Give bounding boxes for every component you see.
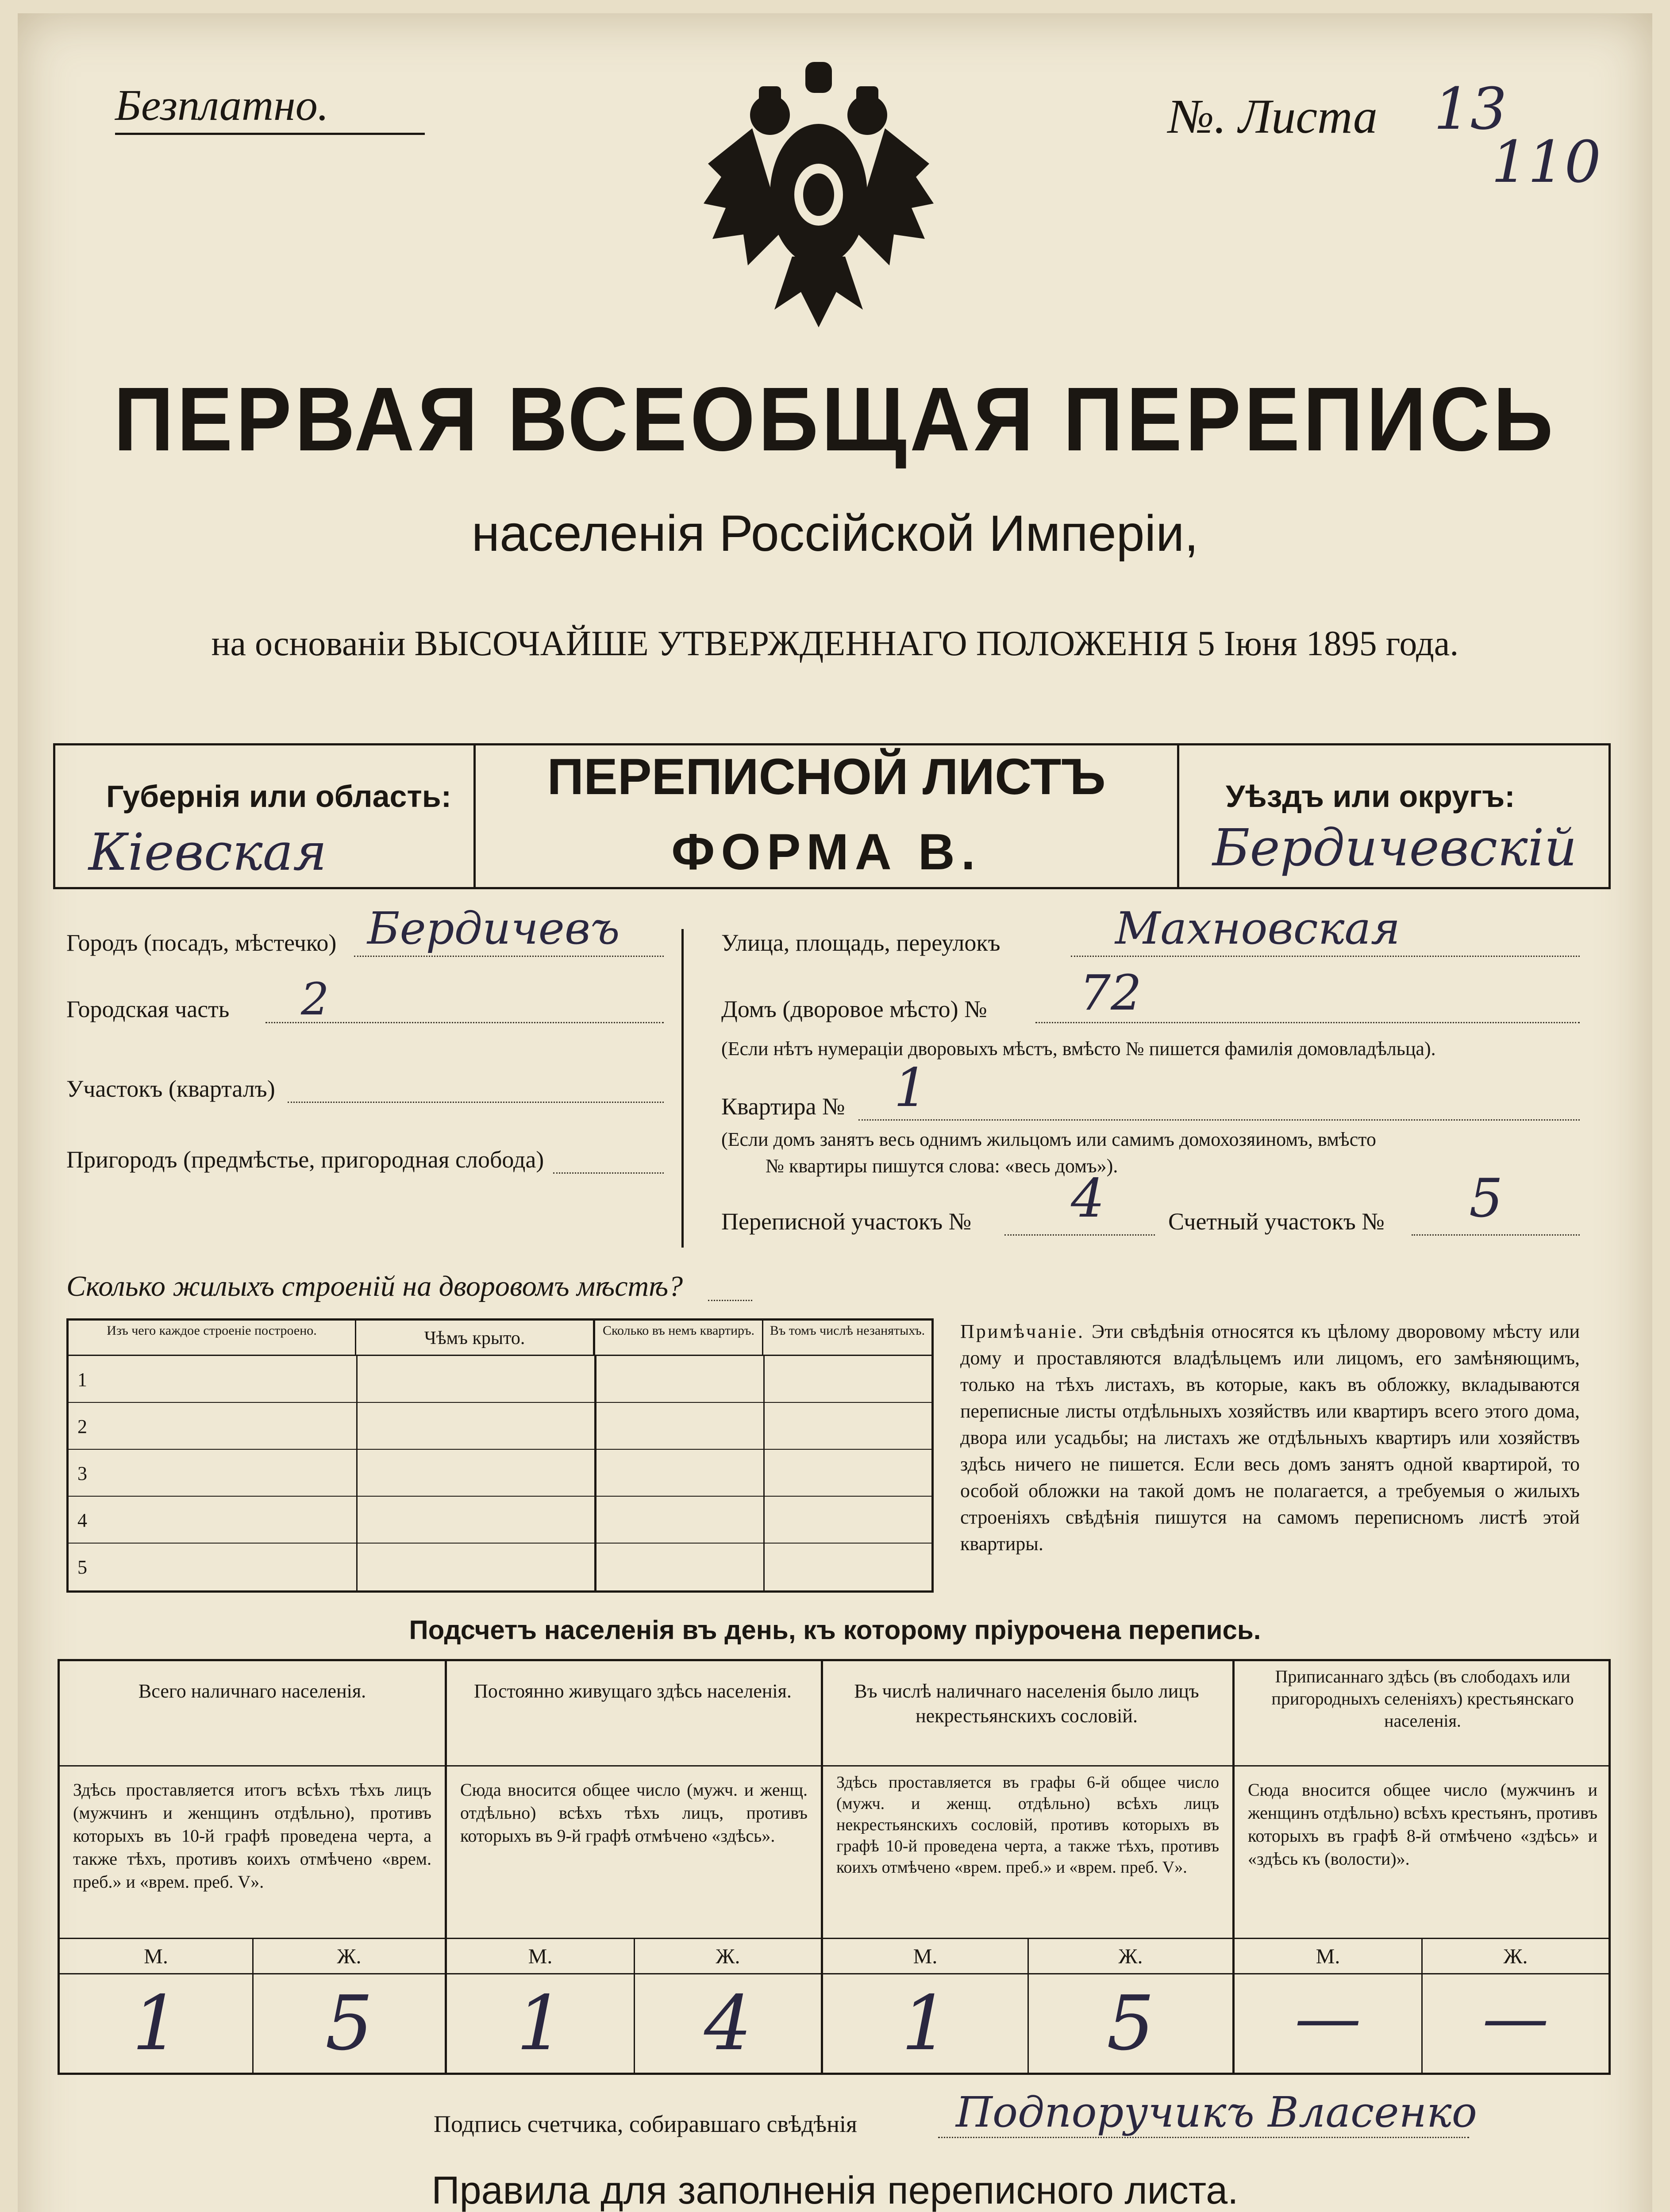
divider (60, 1765, 1608, 1767)
population-value: 1 (901, 1980, 950, 2067)
ulitsa-label: Улица, площадь, переулокъ (721, 929, 1000, 956)
buildings-note-text: Эти свѣдѣнія относятся къ цѣлому дворовому мѣсту или дому и проставляются владѣльцемъ или лицомъ, его замѣняющимъ, только на тѣхъ листахъ, въ которые, какъ въ обложку, вкладываются переписные листы отдѣльныхъ хозяйствъ или квартиръ всего этого дома, двора или усадьбы; на листахъ же отдѣльныхъ квартиръ или хозяйствъ здѣсь ничего не пишется. Если весь домъ занятъ одной квартирой, то особой обложки на такой домъ не полагается, а требуемыя о жилыхъ строеніяхъ свѣдѣнія пишутся на самомъ переписномъ листѣ этой квартиры. (960, 1321, 1580, 1555)
uezd-value: Бердичевскій (1212, 818, 1577, 878)
population-m-label: М. (913, 1945, 938, 1968)
buildings-row-number: 1 (77, 1369, 87, 1390)
header-rule-bottom (53, 887, 1611, 889)
population-col-desc: Здѣсь проставляется итогъ всѣхъ тѣхъ лицъ (мужчинъ и женщинъ отдѣльно), противъ которыхъ въ 10-й графѣ проведена черта, а также тѣхъ, противъ коихъ отмѣчено «врем. преб.» и «врем. преб. V». (73, 1780, 431, 1892)
population-col-desc: Сюда вносится общее число (мужч. и женщ. отдѣльно) всѣхъ тѣхъ лицъ, противъ которыхъ въ 9-й графѣ отмѣчено «здѣсь». (460, 1780, 808, 1846)
free-label-underline (115, 133, 425, 135)
buildings-row-number: 3 (77, 1463, 87, 1484)
population-col-head: Постоянно живущаго здѣсь населенія. (474, 1680, 792, 1702)
buildings-row (69, 1403, 931, 1450)
population-value: 5 (1106, 1980, 1155, 2067)
kvartira-note-2: № квартиры пишутся слова: «весь домъ»). (766, 1155, 1118, 1177)
divider (1177, 743, 1179, 889)
population-f-label: Ж. (1118, 1945, 1143, 1968)
buildings-note (960, 1318, 1580, 1557)
kvartira-line (858, 1115, 1580, 1121)
divider (1608, 743, 1611, 889)
census-sheet (18, 13, 1652, 2212)
kvartira-label: Квартира № (721, 1093, 845, 1120)
buildings-col-header: Сколько въ немъ квартиръ. (595, 1321, 763, 1356)
gorod-value: Бердичевъ (367, 902, 620, 954)
population-value: 4 (704, 1980, 752, 2067)
ulitsa-value: Махновская (1115, 902, 1401, 954)
population-f-label: Ж. (1503, 1945, 1528, 1968)
sheet-number-label: №. Листа (1168, 89, 1378, 143)
divider (60, 1973, 1608, 1974)
buildings-col-header: Чѣмъ крыто. (356, 1321, 595, 1356)
form-title: ФОРМА В. (671, 824, 981, 880)
buildings-row (69, 1544, 931, 1590)
buildings-note-title: Примѣчаніе. (960, 1321, 1085, 1342)
gorod-label: Городъ (посадъ, мѣстечко) (66, 929, 337, 956)
population-value: 1 (516, 1980, 565, 2067)
population-value: 5 (325, 1980, 373, 2067)
sheet-number-hand-2: 110 (1491, 128, 1601, 196)
population-col-desc: Сюда вносится общее число (мужчинъ и женщинъ отдѣльно) всѣхъ крестьянъ, противъ которыхъ въ графѣ 8-й отмѣчено «здѣсь» и «здѣсь къ (волости)». (1248, 1780, 1597, 1869)
population-title: Подсчетъ населенія въ день, къ которому пріурочена перепись. (409, 1615, 1261, 1645)
population-f-label: Ж. (337, 1945, 362, 1968)
population-col-desc: Здѣсь проставляется въ графы 6-й общее число (мужч. и женщ. отдѣльно) всѣхъ лицъ некрестьянскихъ сословій, противъ которыхъ въ графѣ 10-й проведена черта, а также тѣхъ, противъ коихъ отмѣчено «врем. преб.» и «врем. преб. V». (836, 1773, 1219, 1877)
schet-uchastok-label: Счетный участокъ № (1168, 1208, 1385, 1235)
chast-label: Городская часть (66, 996, 230, 1022)
double-headed-eagle-icon (695, 62, 943, 336)
buildings-col-header: Въ томъ числѣ незанятыхъ. (763, 1321, 931, 1356)
perepis-uchastok-value: 4 (1071, 1168, 1105, 1229)
population-value: 1 (132, 1980, 180, 2067)
buildings-table (66, 1318, 934, 1593)
uchastok-label: Участокъ (кварталъ) (66, 1075, 275, 1102)
signature-value: Подпоручикъ Власенко (956, 2088, 1477, 2137)
population-f-label: Ж. (716, 1945, 740, 1968)
population-m-label: М. (144, 1945, 168, 1968)
page-subtitle: населенія Россійской Имперіи, (471, 505, 1199, 562)
prigorod-line (553, 1168, 664, 1174)
prigorod-label: Пригородъ (предмѣстье, пригородная слобода) (66, 1146, 544, 1173)
population-value: — (1482, 1980, 1549, 2057)
buildings-row (69, 1497, 931, 1544)
buildings-row (69, 1356, 931, 1403)
sheet-number-hand-1: 13 (1434, 75, 1507, 142)
dom-note: (Если нѣтъ нумераціи дворовыхъ мѣстъ, вмѣсто № пишется фамилія домовладѣльца). (721, 1038, 1436, 1060)
buildings-row-number: 5 (77, 1556, 87, 1578)
buildings-question: Сколько жилыхъ строеній на дворовомъ мѣстѣ? (66, 1270, 683, 1302)
signature-label: Подпись счетчика, собиравшаго свѣдѣнія (434, 2111, 857, 2137)
population-col-head: Всего наличнаго населенія. (138, 1680, 366, 1702)
uchastok-line (288, 1097, 664, 1103)
buildings-col-header: Изъ чего каждое строеніе построено. (69, 1321, 356, 1356)
divider (60, 1938, 1608, 1939)
buildings-row-number: 4 (77, 1509, 87, 1531)
free-label: Безплатно. (115, 81, 329, 130)
chast-value: 2 (301, 973, 329, 1025)
perepis-uchastok-line (1004, 1230, 1155, 1236)
population-table (58, 1659, 1611, 2075)
perepis-uchastok-label: Переписной участокъ № (721, 1208, 972, 1235)
buildings-row (69, 1450, 931, 1497)
kvartira-value: 1 (894, 1057, 928, 1119)
population-m-label: М. (1316, 1945, 1340, 1968)
gubernia-value: Кіевская (89, 823, 327, 882)
schet-uchastok-value: 5 (1469, 1168, 1503, 1229)
population-m-label: М. (528, 1945, 553, 1968)
uezd-label: Уѣздъ или округъ: (1226, 779, 1515, 814)
population-col-head: Въ числѣ наличнаго населенія было лицъ некрестьянскихъ сословій. (854, 1680, 1199, 1727)
address-divider (681, 929, 684, 1248)
schet-uchastok-line (1412, 1230, 1580, 1236)
buildings-question-line (708, 1296, 752, 1301)
page-title: ПЕРВАЯ ВСЕОБЩАЯ ПЕРЕПИСЬ (113, 369, 1557, 470)
buildings-row-number: 2 (77, 1416, 87, 1437)
rules-title: Правила для заполненія переписного листа. (431, 2168, 1239, 2212)
dom-label: Домъ (дворовое мѣсто) № (721, 996, 987, 1022)
header-rule-top (53, 743, 1611, 745)
sheet-title: ПЕРЕПИСНОЙ ЛИСТЪ (547, 749, 1106, 805)
dom-value: 72 (1080, 964, 1142, 1021)
population-value: — (1295, 1980, 1361, 2057)
legal-basis: на основаніи ВЫСОЧАЙШЕ УТВЕРЖДЕННАГО ПОЛОЖЕНІЯ 5 Іюня 1895 года. (211, 624, 1459, 663)
kvartira-note-1: (Если домъ занятъ весь однимъ жильцомъ или самимъ домохозяиномъ, вмѣсто (721, 1129, 1376, 1150)
gubernia-label: Губернія или область: (106, 779, 452, 814)
divider (53, 743, 55, 889)
population-col-head: Приписаннаго здѣсь (въ слободахъ или пригородныхъ селеніяхъ) крестьянскаго населенія. (1271, 1667, 1574, 1731)
